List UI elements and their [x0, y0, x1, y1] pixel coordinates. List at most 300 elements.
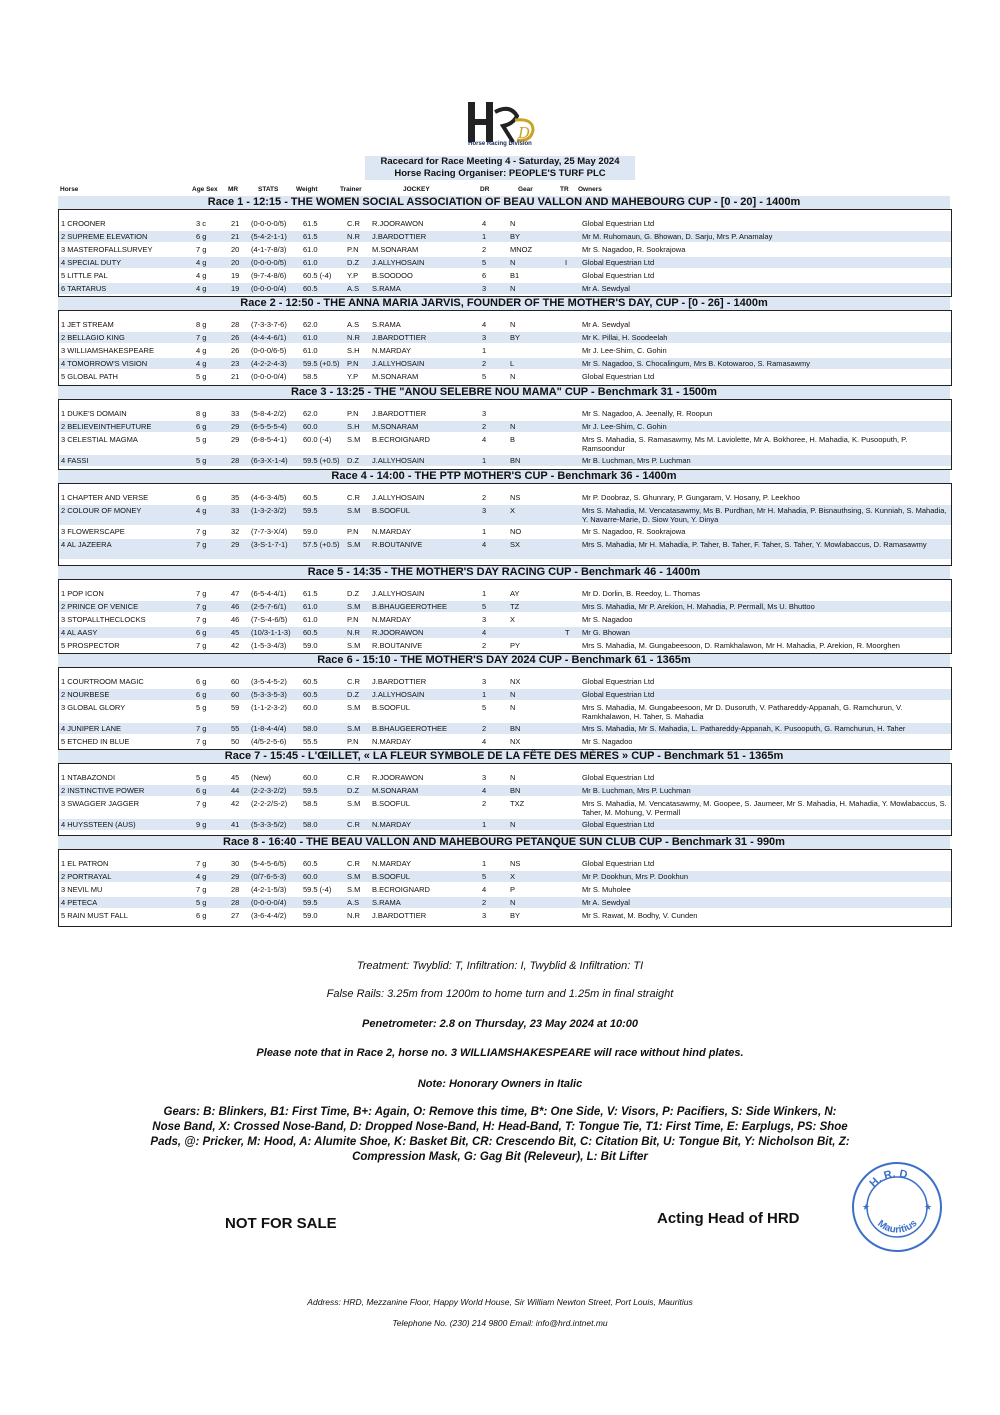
runner-mr: 42: [231, 641, 240, 650]
not-for-sale: NOT FOR SALE: [225, 1215, 337, 1232]
treatment-note: Treatment: Twyblid: T, Infiltration: I, Twyblid & Infiltration: TI: [356, 960, 644, 972]
runner-gear: N: [510, 820, 516, 829]
runner-gear: BY: [510, 911, 521, 920]
runner-jockey: N.MARDAY: [372, 346, 412, 355]
runner-owners: Mrs S. Mahadia, Mr S. Mahadia, L. Pathareddy-Appanah, K. Pusooputh, G. Ramchurun, H. Taher: [582, 724, 906, 733]
runner-age: 5 g: [196, 456, 207, 465]
runner-weight: 61.0: [303, 602, 318, 611]
runner-row: [59, 408, 951, 419]
runner-trainer: P.N: [347, 737, 359, 746]
runner-row: [59, 702, 951, 722]
runner-weight: 55.5: [303, 737, 318, 746]
runner-dr: 1: [482, 859, 487, 868]
runner-jockey: B.BHAUGEEROTHEE: [372, 602, 448, 611]
runner-owners: Global Equestrian Ltd: [582, 859, 655, 868]
runner-trainer: S.M: [347, 799, 361, 808]
runner-dr: 1: [482, 232, 487, 241]
runner-dr: 4: [482, 885, 487, 894]
runner-age: 4 g: [196, 359, 207, 368]
runner-age: 3 c: [196, 219, 207, 228]
runner-trainer: S.M: [347, 540, 361, 549]
runner-trainer: S.M: [347, 885, 361, 894]
runner-stats: (5-8-4-2/2): [251, 409, 287, 418]
runner-gear: N: [510, 284, 516, 293]
runner-mr: 29: [231, 540, 240, 549]
runner-dr: 4: [482, 628, 487, 637]
runner-dr: 1: [482, 456, 487, 465]
runner-weight: 61.5: [303, 219, 318, 228]
runner-horse: 5 RAIN MUST FALL: [61, 911, 128, 920]
runner-horse: 2 NOURBESE: [61, 690, 110, 699]
honorary-owners-note: Note: Honorary Owners in Italic: [417, 1078, 583, 1090]
runner-mr: 46: [231, 602, 240, 611]
runner-dr: 4: [482, 435, 487, 444]
runner-weight: 60.5 (-4): [303, 271, 332, 280]
runner-row: [59, 505, 951, 525]
runner-stats: (0-0-0-0/5): [251, 258, 287, 267]
runner-dr: 2: [482, 641, 487, 650]
runner-row: [59, 257, 951, 268]
runner-jockey: J.ALLYHOSAIN: [372, 359, 425, 368]
runner-gear: NS: [510, 859, 521, 868]
runner-weight: 57.5 (+0.5): [303, 540, 340, 549]
runner-age: 4 g: [196, 284, 207, 293]
runner-weight: 60.0: [303, 703, 318, 712]
runner-horse: 5 GLOBAL PATH: [61, 372, 118, 381]
runner-gear: BY: [510, 333, 521, 342]
runner-jockey: N.MARDAY: [372, 527, 412, 536]
runner-gear: N: [510, 422, 516, 431]
runner-weight: 60.5: [303, 284, 318, 293]
runner-dr: 1: [482, 820, 487, 829]
runner-gear: NX: [510, 677, 521, 686]
runner-weight: 59.0: [303, 911, 318, 920]
race-table: [58, 483, 952, 566]
hrd-stamp-icon: [850, 1160, 944, 1254]
runner-trainer: D.Z: [347, 258, 360, 267]
runner-trainer: S.M: [347, 641, 361, 650]
runner-jockey: N.MARDAY: [372, 820, 412, 829]
runner-horse: 4 SPECIAL DUTY: [61, 258, 122, 267]
runner-dr: 2: [482, 799, 487, 808]
runner-stats: (9-7-4-8/6): [251, 271, 287, 280]
runner-owners: Mr S. Muholee: [582, 885, 631, 894]
column-header: [58, 184, 950, 196]
runner-weight: 58.0: [303, 820, 318, 829]
runner-stats: (7-7-3-X/4): [251, 527, 288, 536]
race-title: Race 4 - 14:00 - THE PTP MOTHER'S CUP - Benchmark 36 - 1400m: [58, 470, 950, 483]
runner-owners: Mr S. Nagadoo: [582, 737, 633, 746]
runner-mr: 30: [231, 859, 240, 868]
runner-horse: 4 PETECA: [61, 898, 98, 907]
runner-mr: 47: [231, 589, 240, 598]
runner-jockey: M.SONARAM: [372, 372, 419, 381]
runner-stats: (4-4-4-6/1): [251, 333, 287, 342]
runner-jockey: J.ALLYHOSAIN: [372, 690, 425, 699]
runner-age: 4 g: [196, 872, 207, 881]
runner-jockey: R.BOUTANIVE: [372, 641, 423, 650]
runner-trainer: S.H: [347, 346, 360, 355]
penetrometer-note: Penetrometer: 2.8 on Thursday, 23 May 2024 at 10:00: [362, 1018, 638, 1030]
runner-mr: 32: [231, 527, 240, 536]
runner-gear: NS: [510, 493, 521, 502]
runner-gear: TXZ: [510, 799, 525, 808]
runner-trainer: N.R: [347, 628, 360, 637]
runner-dr: 6: [482, 271, 487, 280]
runner-mr: 28: [231, 456, 240, 465]
runner-stats: (1-3-2-3/2): [251, 506, 287, 515]
runner-horse: 4 AL AASY: [61, 628, 98, 637]
runner-age: 6 g: [196, 911, 207, 920]
runner-stats: (4-2-2-4-3): [251, 359, 287, 368]
runner-jockey: R.JOORAWON: [372, 628, 424, 637]
racecard-title: Racecard for Race Meeting 4 - Saturday, 25 May 2024: [365, 156, 635, 168]
runner-row: [59, 627, 951, 638]
runner-jockey: B.SOOFUL: [372, 703, 410, 712]
race-table: [58, 209, 952, 297]
runner-trainer: P.N: [347, 615, 359, 624]
svg-text:★: ★: [862, 1202, 871, 1212]
runner-jockey: J.ALLYHOSAIN: [372, 456, 425, 465]
runner-age: 7 g: [196, 641, 207, 650]
runner-age: 8 g: [196, 409, 207, 418]
runner-weight: 61.0: [303, 615, 318, 624]
runner-age: 7 g: [196, 333, 207, 342]
runner-gear: L: [510, 359, 515, 368]
runner-trainer: C.R: [347, 773, 360, 782]
runner-jockey: B.BHAUGEEROTHEE: [372, 724, 448, 733]
runner-gear: SX: [510, 540, 521, 549]
runner-age: 9 g: [196, 820, 207, 829]
runner-weight: 61.0: [303, 333, 318, 342]
runner-owners: Mr S. Nagadoo, R. Sookrajowa: [582, 245, 686, 254]
phone-email: Telephone No. (230) 214 9800 Email: info@hrd.intnet.mu: [392, 1318, 608, 1328]
runner-dr: 4: [482, 737, 487, 746]
runner-stats: (4-2-1-5/3): [251, 885, 287, 894]
runner-trainer: N.R: [347, 911, 360, 920]
col-gear: Gear: [518, 186, 533, 193]
runner-weight: 62.0: [303, 409, 318, 418]
runner-trainer: P.N: [347, 245, 359, 254]
runner-stats: (0-0-0/6-5): [251, 346, 287, 355]
runner-mr: 27: [231, 911, 240, 920]
runner-mr: 21: [231, 219, 240, 228]
runner-stats: (0-0-0-0/4): [251, 898, 287, 907]
runner-stats: (3-6-4-4/2): [251, 911, 287, 920]
runner-age: 6 g: [196, 677, 207, 686]
runner-age: 6 g: [196, 232, 207, 241]
runner-horse: 1 DUKE'S DOMAIN: [61, 409, 127, 418]
runner-trainer: Y.P: [347, 271, 359, 280]
runner-mr: 28: [231, 320, 240, 329]
runner-horse: 3 STOPALLTHECLOCKS: [61, 615, 146, 624]
runner-mr: 59: [231, 703, 240, 712]
gears-legend: Gears: B: Blinkers, B1: First Time, B+: Again, O: Remove this time, B*: One Side, V: Visors, P: Pacifiers, S: Side Winkers, N: Nose Band, X: Crossed Nose-Band, D: Dropped Nose-Band, H: Head-Band, T: Tongue Tie, T1: First Time, E: Earplugs, PS: Shoe Pads, @: Pricker, M: Hood, A: Alumite Shoe, K: Basket Bit, CR: Crescendo Bit, C: Citation Bit, U: Tongue Bit, Y: Nicholson Bit, Z: Compression Mask, G: Gag Bit (Releveur), L: Bit Lifter: [150, 1106, 850, 1163]
runner-owners: Mr S. Nagadoo: [582, 615, 633, 624]
runner-row: [59, 283, 951, 294]
runner-dr: 3: [482, 284, 487, 293]
runner-dr: 3: [482, 506, 487, 515]
runner-gear: N: [510, 690, 516, 699]
runner-mr: 20: [231, 258, 240, 267]
runner-row: [59, 689, 951, 700]
runner-gear: N: [510, 773, 516, 782]
runner-jockey: J.BARDOTTIER: [372, 409, 427, 418]
runner-horse: 2 PORTRAYAL: [61, 872, 112, 881]
runner-horse: 2 COLOUR OF MONEY: [61, 506, 142, 515]
runner-row: [59, 358, 951, 369]
runner-dr: 2: [482, 493, 487, 502]
runner-gear: NX: [510, 737, 521, 746]
runner-jockey: R.BOUTANIVE: [372, 540, 423, 549]
runner-horse: 6 TARTARUS: [61, 284, 107, 293]
runner-row: [59, 897, 951, 908]
runner-weight: 60.5: [303, 859, 318, 868]
runner-weight: 59.5: [303, 786, 318, 795]
runner-jockey: B.ECROIGNARD: [372, 885, 430, 894]
runner-mr: 23: [231, 359, 240, 368]
runner-row: [59, 319, 951, 330]
runner-weight: 61.0: [303, 258, 318, 267]
col-dr: DR: [480, 186, 490, 193]
runner-stats: (1-1-2-3-2): [251, 703, 287, 712]
runner-trainer: S.M: [347, 724, 361, 733]
acting-head-signature: Acting Head of HRD: [657, 1210, 800, 1227]
runner-owners: Mrs S. Mahadia, M. Vencatasawmy, Ms B. Purdhan, Mr H. Mahadia, P. Bisnauthsing, S. Kunniah, S. Mahadia, Y. Navarre-Marie, D. Siow Youn, Y. Dinya: [582, 506, 947, 524]
runner-tr: T: [565, 628, 570, 637]
runner-owners: Global Equestrian Ltd: [582, 372, 655, 381]
runner-dr: 3: [482, 333, 487, 342]
runner-horse: 5 LITTLE PAL: [61, 271, 108, 280]
runner-age: 7 g: [196, 527, 207, 536]
runner-mr: 60: [231, 677, 240, 686]
runner-mr: 50: [231, 737, 240, 746]
runner-dr: 5: [482, 703, 487, 712]
runner-row: [59, 871, 951, 882]
runner-row: [59, 231, 951, 242]
runner-mr: 28: [231, 885, 240, 894]
runner-dr: 2: [482, 724, 487, 733]
runner-age: 4 g: [196, 346, 207, 355]
runner-gear: NO: [510, 527, 522, 536]
runner-weight: 62.0: [303, 320, 318, 329]
runner-stats: (7-3-3-7-6): [251, 320, 287, 329]
svg-text:H. R. D: H. R. D: [867, 1167, 909, 1190]
col-tr: TR: [560, 186, 569, 193]
runner-stats: (4-6-3-4/5): [251, 493, 287, 502]
runner-row: [59, 601, 951, 612]
col-horse: Horse: [60, 186, 79, 193]
runner-owners: Mr B. Luchman, Mrs P. Luchman: [582, 456, 691, 465]
runner-gear: N: [510, 898, 516, 907]
runner-row: [59, 244, 951, 255]
runner-stats: (0/7-6-5-3): [251, 872, 287, 881]
runner-horse: 3 MASTEROFALLSURVEY: [61, 245, 153, 254]
runner-stats: (New): [251, 773, 271, 782]
runner-age: 7 g: [196, 859, 207, 868]
runner-mr: 19: [231, 271, 240, 280]
runner-jockey: N.MARDAY: [372, 859, 412, 868]
runner-jockey: R.JOORAWON: [372, 219, 424, 228]
runner-horse: 5 PROSPECTOR: [61, 641, 120, 650]
logo-caption: Horse Racing Division: [468, 141, 532, 147]
runner-age: 7 g: [196, 540, 207, 549]
col-stats: STATS: [258, 186, 279, 193]
runner-jockey: R.JOORAWON: [372, 773, 424, 782]
runner-mr: 44: [231, 786, 240, 795]
runner-dr: 2: [482, 422, 487, 431]
runner-jockey: S.RAMA: [372, 898, 401, 907]
race-title: Race 5 - 14:35 - THE MOTHER'S DAY RACING CUP - Benchmark 46 - 1400m: [58, 566, 950, 579]
runner-stats: (5-3-3-5/2): [251, 820, 287, 829]
runner-weight: 60.0: [303, 422, 318, 431]
runner-weight: 61.5: [303, 589, 318, 598]
runner-gear: B1: [510, 271, 520, 280]
runner-gear: AY: [510, 589, 520, 598]
runner-jockey: J.BARDOTTIER: [372, 677, 427, 686]
runner-age: 5 g: [196, 435, 207, 444]
runner-weight: 60.5: [303, 628, 318, 637]
runner-horse: 4 TOMORROW'S VISION: [61, 359, 148, 368]
runner-dr: 4: [482, 786, 487, 795]
race-title: Race 2 - 12:50 - THE ANNA MARIA JARVIS, FOUNDER OF THE MOTHER'S DAY, CUP - [0 - 26] - 1400m: [58, 297, 950, 310]
runner-owners: Global Equestrian Ltd: [582, 271, 655, 280]
runner-age: 6 g: [196, 628, 207, 637]
runner-mr: 42: [231, 799, 240, 808]
runner-weight: 61.5: [303, 232, 318, 241]
runner-horse: 3 WILLIAMSHAKESPEARE: [61, 346, 154, 355]
runner-dr: 5: [482, 258, 487, 267]
address: Address: HRD, Mezzanine Floor, Happy World House, Sir William Newton Street, Port Louis, Mauritius: [307, 1297, 693, 1307]
runner-owners: Mr B. Luchman, Mrs P. Luchman: [582, 786, 691, 795]
runner-age: 7 g: [196, 885, 207, 894]
runner-mr: 29: [231, 872, 240, 881]
runner-trainer: D.Z: [347, 456, 360, 465]
runner-owners: Mr P. Doobraz, S. Ghunrary, P. Gungaram, V. Hosany, P. Leekhoo: [582, 493, 800, 502]
runner-dr: 2: [482, 245, 487, 254]
false-rails-note: False Rails: 3.25m from 1200m to home turn and 1.25m in final straight: [326, 988, 674, 1000]
runner-row: [59, 819, 951, 830]
runner-stats: (3-S-1-7-1): [251, 540, 288, 549]
runner-jockey: J.ALLYHOSAIN: [372, 258, 425, 267]
runner-horse: 1 EL PATRON: [61, 859, 109, 868]
runner-horse: 4 JUNIPER LANE: [61, 724, 122, 733]
runner-dr: 3: [482, 615, 487, 624]
runner-stats: (6-5-5-5-4): [251, 422, 287, 431]
runner-horse: 1 CROONER: [61, 219, 106, 228]
runner-gear: BY: [510, 232, 521, 241]
runner-owners: Mrs S. Mahadia, M. Vencatasawmy, M. Goopee, S. Jaumeer, Mr S. Mahadia, H. Mahadia, Y. Mowlabaccus, S. Taher, M. Mohung, V. Permall: [582, 799, 947, 817]
runner-mr: 26: [231, 333, 240, 342]
runner-gear: BN: [510, 456, 521, 465]
runner-row: [59, 676, 951, 687]
race-title: Race 3 - 13:25 - THE "ANOU SELEBRE NOU MAMA" CUP - Benchmark 31 - 1500m: [58, 386, 950, 399]
runner-dr: 2: [482, 359, 487, 368]
runner-owners: Global Equestrian Ltd: [582, 773, 655, 782]
runner-stats: (10/3-1-1-3): [251, 628, 291, 637]
svg-text:Mauritius: Mauritius: [875, 1217, 920, 1236]
runner-stats: (4-1-7-8/3): [251, 245, 287, 254]
runner-jockey: J.ALLYHOSAIN: [372, 589, 425, 598]
runner-owners: Mr D. Dorlin, B. Reedoy, L. Thomas: [582, 589, 701, 598]
runner-trainer: S.M: [347, 435, 361, 444]
runner-trainer: A.S: [347, 898, 360, 907]
runner-age: 7 g: [196, 799, 207, 808]
runner-owners: Mr J. Lee-Shim, C. Gohin: [582, 422, 667, 431]
runner-horse: 3 SWAGGER JAGGER: [61, 799, 140, 808]
runner-jockey: M.SONARAM: [372, 786, 419, 795]
runner-jockey: M.SONARAM: [372, 245, 419, 254]
runner-tr: I: [565, 258, 568, 267]
runner-stats: (4/5-2-5-6): [251, 737, 287, 746]
runner-gear: N: [510, 703, 516, 712]
runner-mr: 45: [231, 628, 240, 637]
runner-owners: Mr S. Nagadoo, R. Sookrajowa: [582, 527, 686, 536]
runner-horse: 1 NTABAZONDI: [61, 773, 116, 782]
runner-dr: 4: [482, 219, 487, 228]
runner-age: 4 g: [196, 506, 207, 515]
runner-jockey: B.SOODOO: [372, 271, 413, 280]
runner-gear: TZ: [510, 602, 520, 611]
runner-trainer: A.S: [347, 284, 360, 293]
runner-owners: Mr A. Sewdyal: [582, 898, 630, 907]
runner-mr: 33: [231, 506, 240, 515]
runner-horse: 3 GLOBAL GLORY: [61, 703, 126, 712]
runner-weight: 60.0 (-4): [303, 435, 332, 444]
runner-owners: Global Equestrian Ltd: [582, 258, 655, 267]
runner-horse: 2 PRINCE OF VENICE: [61, 602, 139, 611]
runner-horse: 1 CHAPTER AND VERSE: [61, 493, 149, 502]
runner-owners: Mr S. Nagadoo, S. Chocalingum, Mrs B. Kotowaroo, S. Ramasawmy: [582, 359, 811, 368]
runner-weight: 60.0: [303, 773, 318, 782]
runner-jockey: B.SOOFUL: [372, 799, 410, 808]
runner-age: 6 g: [196, 493, 207, 502]
race-table: [58, 667, 952, 750]
runner-row: [59, 455, 951, 466]
runner-gear: P: [510, 885, 516, 894]
runner-age: 7 g: [196, 615, 207, 624]
runner-trainer: Y.P: [347, 372, 359, 381]
runner-trainer: C.R: [347, 820, 360, 829]
runner-owners: Mr S. Rawat, M. Bodhy, V. Cunden: [582, 911, 698, 920]
runner-mr: 29: [231, 435, 240, 444]
runner-dr: 1: [482, 589, 487, 598]
runner-stats: (6-8-5-4-1): [251, 435, 287, 444]
runner-gear: MNOZ: [510, 245, 533, 254]
race-table: [58, 310, 952, 386]
runner-row: [59, 588, 951, 599]
runner-gear: BN: [510, 786, 521, 795]
runner-dr: 2: [482, 898, 487, 907]
runner-mr: 46: [231, 615, 240, 624]
runner-stats: (0-0-0-0/5): [251, 219, 287, 228]
runner-mr: 20: [231, 245, 240, 254]
runner-age: 5 g: [196, 773, 207, 782]
runner-horse: 1 JET STREAM: [61, 320, 114, 329]
runner-mr: 35: [231, 493, 240, 502]
runner-weight: 59.5: [303, 898, 318, 907]
col-trainer: Trainer: [340, 186, 362, 193]
runner-trainer: D.Z: [347, 690, 360, 699]
race-title: Race 7 - 15:45 - L'ŒILLET, « LA FLEUR SYMBOLE DE LA FÊTE DES MÈRES » CUP - Benchmark 51 - 1365m: [58, 750, 950, 763]
race-table: [58, 849, 952, 927]
runner-mr: 45: [231, 773, 240, 782]
runner-row: [59, 218, 951, 229]
runner-stats: (1-5-3-4/3): [251, 641, 287, 650]
runner-mr: 19: [231, 284, 240, 293]
runner-trainer: D.Z: [347, 589, 360, 598]
runner-gear: PY: [510, 641, 521, 650]
